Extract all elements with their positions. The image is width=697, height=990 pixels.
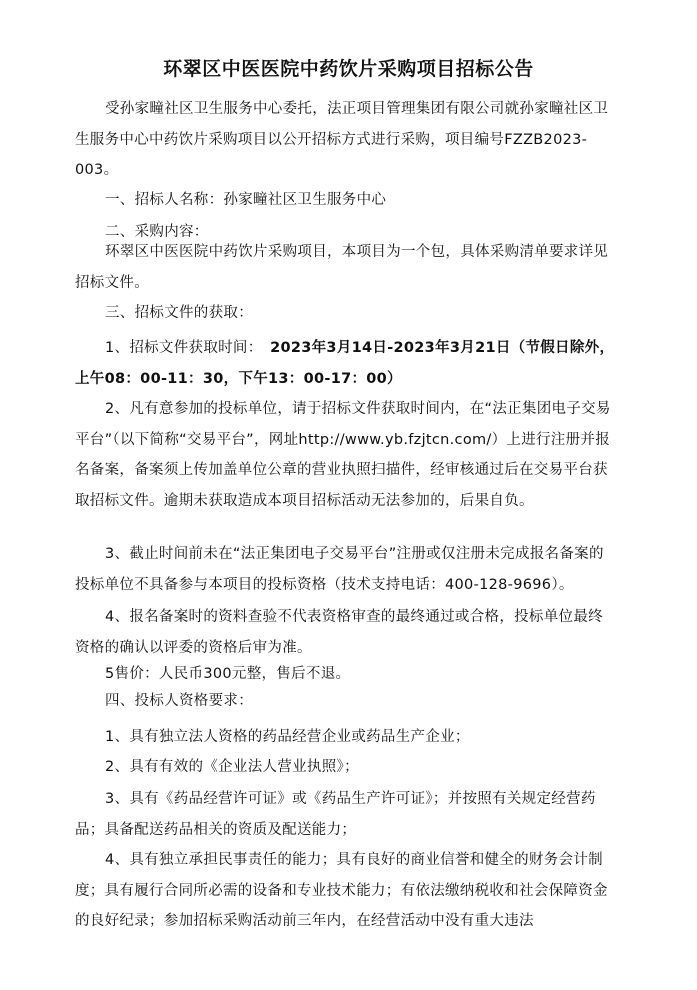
section-1-tenderer: 一、招标人名称：孙家疃社区卫生服务中心: [105, 192, 387, 208]
page-title: 环翠区中医医院中药饮片采购项目招标公告: [163, 58, 534, 80]
section-2-body: 环翠区中医医院中药饮片采购项目，本项目为一个包，具体采购清单要求详见招标文件。: [75, 244, 609, 291]
section-4-heading: 四、投标人资格要求：: [105, 693, 253, 709]
section-3-item-2: 2、凡有意参加的投标单位，请于招标文件获取时间内，在“法正集团电子交易平台”（以下简称“交易平台”，网址http://www.yb.fzjtcn.com/）上进行注册并报名备案，备案须上传加盖单位公章的营业执照扫描件，经审核通过后在交易平台获取招标文件。逾期未获取造成本项目招标活动无法参加的，后果自负。: [75, 401, 611, 509]
section-3-item-4: 4、报名备案时的资料查验不代表资格审查的最终通过或合格，投标单位最终资格的确认以评委的资格后审为准。: [75, 609, 603, 656]
section-4-item-2: 2、具有有效的《企业法人营业执照》；: [105, 759, 359, 775]
section-3-item-5: 5售价：人民币300元整，售后不退。: [105, 666, 351, 682]
section-3-item-1: [75, 333, 615, 394]
item-1-time: 2023年3月14日-2023年3月21日（节假日除外，上午08：00-11：30，下午13：00-17：00）: [75, 340, 615, 387]
section-2-heading: 二、采购内容：: [105, 224, 209, 240]
section-3-item-3: 3、截止时间前未在“法正集团电子交易平台”注册或仅注册未完成报名备案的投标单位不具备参与本项目的投标资格（技术支持电话：400-128-9696）。: [75, 546, 604, 593]
section-3-heading: 三、招标文件的获取：: [105, 305, 253, 321]
section-4-item-1: 1、具有独立法人资格的药品经营企业或药品生产企业；: [105, 729, 470, 745]
section-4-item-4: 4、具有独立承担民事责任的能力；具有良好的商业信誉和健全的财务会计制度；具有履行合同所必需的设备和专业技术能力；有依法缴纳税收和社会保障资金的良好纪录；参加招标采购活动前三年内，在经营活动中没有重大违法: [75, 852, 608, 929]
item-1-prefix: 1、招标文件获取时间：: [105, 340, 271, 356]
intro-paragraph: 受孙家疃社区卫生服务中心委托，法正项目管理集团有限公司就孙家疃社区卫生服务中心中药饮片采购项目以公开招标方式进行采购，项目编号FZZB2023-003。: [75, 101, 609, 178]
section-4-item-3: 3、具有《药品经营许可证》或《药品生产许可证》；并按照有关规定经营药品；具备配送药品相关的资质及配送能力；: [75, 791, 596, 838]
